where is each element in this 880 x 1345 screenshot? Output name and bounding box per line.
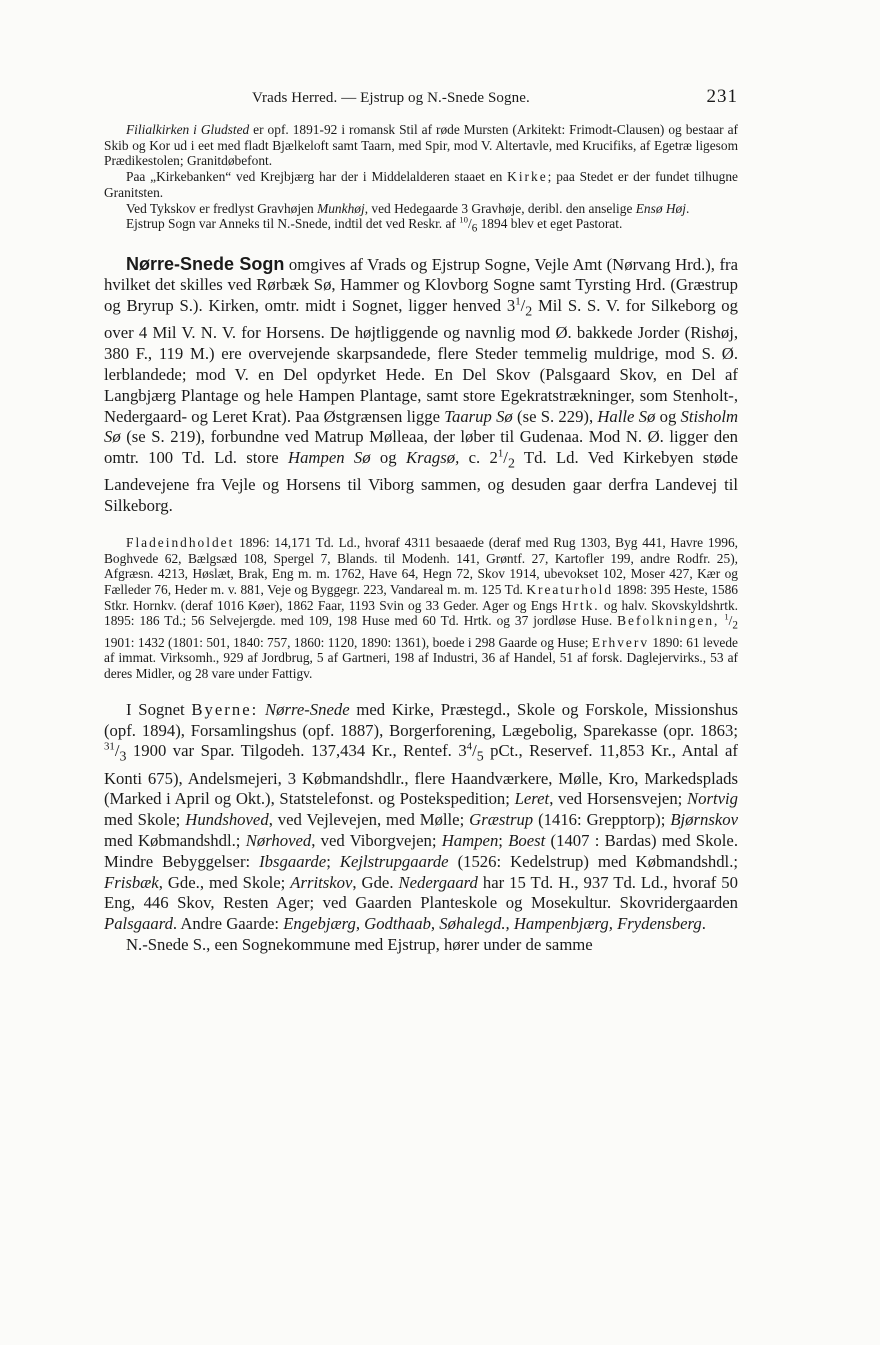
book-page — [104, 86, 738, 956]
anneks-paragraph: Ejstrup Sogn var Anneks til N.-Snede, indtil det ved Reskr. af $^{10}/_6$ 1894 blev et eget Pastorat. — [126, 214, 623, 235]
filialkirken-paragraph: Filialkirken i Gludsted er opf. 1891-92 i romansk Stil af røde Mursten (Arkitekt: Frimodt-Clausen) og bestaar af Skib og Kor ud i eet med fladt Bjælkeloft samt Taarn, med Spir, mod V. Altertavle, med Krucifiks, af Egetræ ligesom Prædikestolen; Granitdøbefont. — [104, 122, 738, 169]
last-line: N.-Snede S., een Sognekommune med Ejstrup, hører under de samme — [126, 934, 593, 954]
norre-snede-paragraph: Nørre-Snede Sogn omgives af Vrads og Ejstrup Sogne, Vejle Amt (Nørvang Hrd.), fra hvilket det skilles ved Rørbæk Sø, Hammer og Klovborg Sogne samt Tyrsting Hrd. (Græstrup og Bryrup S.). Kirken, omtr. midt i Sognet, ligger henved $3^1/_2$ Mil S. S. V. for Silkeborg og over 4 Mil V. N. V. for Horsens. De højtliggende og navnlig mod Ø. bakkede Jorder (Rishøj, 380 F., 119 M.) ere overvejende skarpsandede, flere Steder temmelig muldrige, mod S. Ø. lerblandede; mod V. en Del opdyrket Hede. En Del Skov (Palsgaard Skov, en Del af Langbjærg Plantage og hele Hampen Plantage, samt store Egekratstrækninger, som Stenholt-, Nedergaard- og Leret Krat). Paa Østgrænsen ligge Taarup Sø (se S. 229), Halle Sø og Stisholm Sø (se S. 219), forbundne ved Matrup Mølleaa, der løber til Gudenaa. Mod N. Ø. ligger den omtr. 100 Td. Ld. store Hampen Sø og Kragsø, c. $2^1/_2$ Td. Ld. Ved Kirkebyen støde Landevejene fra Vejle og Horsens til Viborg sammen, og desuden gaar derfra Landevej til Silkeborg. — [104, 253, 739, 516]
kirkebanken-paragraph: Paa „Kirkebanken“ ved Krejbjærg har der i Middelalderen staaet en Kirke; paa Stedet er der fundet tilhugne Granitsten. — [104, 169, 738, 200]
running-title: Vrads Herred. — Ejstrup og N.-Snede Sogne. — [252, 90, 530, 106]
gravhoje-paragraph: Ved Tykskov er fredlyst Gravhøjen Munkhøj, ved Hedegaarde 3 Gravhøje, deribl. den anselige Ensø Høj. — [126, 200, 690, 216]
page-number: 231 — [706, 86, 738, 107]
running-header — [104, 86, 738, 112]
byer-paragraph: I Sognet Byerne: Nørre-Snede med Kirke, Præstegd., Skole og Forskole, Missionshus (opf. 1894), Forsamlingshus (opf. 1887), Borgerforening, Lægebolig, Sparekasse (opr. 1863; $^{31}/_3$ 1900 var Spar. Tilgodeh. 137,434 Kr., Rentef. $3^4/_5$ pCt., Reservef. 11,853 Kr., Antal af Konti 675), Andelsmejeri, 3 Købmandshdlr., flere Haandværkere, Mølle, Kro, Markedsplads (Marked i April og Okt.), Statstelefonst. og Postekspedition; Leret, ved Horsensvejen; Nortvig med Skole; Hundshoved, ved Vejlevejen, med Mølle; Græstrup (1416: Grepptorp); Bjørnskov med Købmandshdl.; Nørhoved, ved Viborgvejen; Hampen; Boest (1407 : Bardas) med Skole. Mindre Bebyggelser: Ibsgaarde; Kejlstrupgaarde (1526: Kedelstrup) med Købmandshdl.; Frisbæk, Gde., med Skole; Arritskov, Gde. Nedergaard har 15 Td. H., 937 Td. Ld., hvoraf 50 Eng, 446 Skov, Resten Ager; ved Gaarden Planteskole og Mosekultur. Skovridergaarden Palsgaard. Andre Gaarde: Engebjærg, Godthaab, Søhalegd., Hampenbjærg, Frydensberg. — [104, 699, 739, 934]
statistics-paragraph: Fladeindholdet 1896: 14,171 Td. Ld., hvoraf 4311 besaaede (deraf med Rug 1303, Byg 441, Havre 1996, Boghvede 62, Bælgsæd 108, Spergel 7, Blands. til Modenh. 141, Grøntf. 27, Kartofler 199, andre Rodfr. 25), Afgræsn. 4213, Høslæt, Brak, Eng m. m. 1762, Have 64, Hegn 72, Skov 1914, ubevokset 102, Moser 427, Kær og Fælleder 76, Heder m. v. 881, Veje og Byggegr. 223, Vandareal m. m. 125 Td. Kreaturhold 1898: 395 Heste, 1586 Stkr. Hornkv. (deraf 1016 Køer), 1862 Faar, 1193 Svin og 33 Geder. Ager og Engs Hrtk. og halv. Skovskyldshrtk. 1895: 186 Td.; 56 Selvejergde. med 109, 198 Huse med 60 Td. Hrtk. og 37 jordløse Huse. Befolkningen, $^1/_2$ 1901: 1432 (1801: 501, 1840: 757, 1860: 1120, 1890: 1361), boede i 298 Gaarde og Huse; Erhverv 1890: 61 levede af immat. Virksomh., 929 af Jordbrug, 5 af Gartneri, 198 af Industri, 36 af Handel, 51 af forsk. Daglejervirks., 53 af deres Midler, og 28 vare under Fattigv. — [104, 534, 738, 682]
section-heading: Nørre-Snede Sogn — [126, 253, 285, 274]
